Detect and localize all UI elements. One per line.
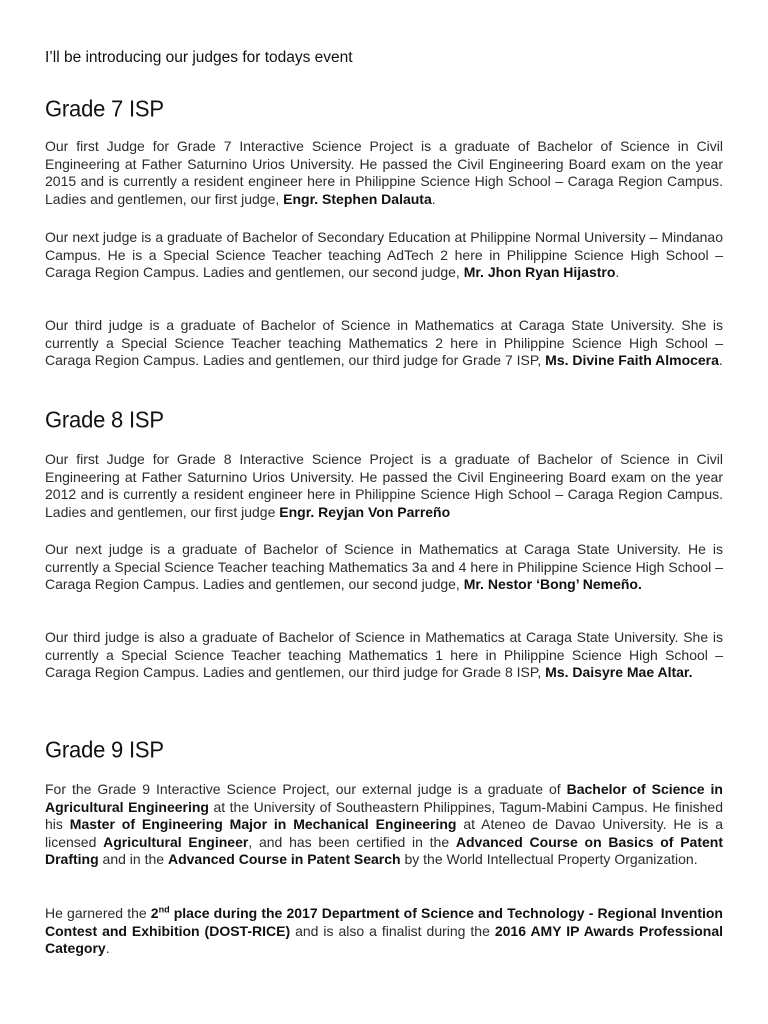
section-heading-grade-8: Grade 8 ISP (45, 406, 164, 433)
section-heading-grade-9: Grade 9 ISP (45, 736, 164, 763)
bold-run: place during the 2017 Department of Science and Technology - Regional Invention Contest and Exhibition (DOST-RICE) (45, 905, 723, 939)
paragraph-grade9-judge-profile (45, 781, 723, 869)
paragraph-grade7-judge2 (45, 229, 723, 282)
text-run: Our next judge is a graduate of Bachelor of Science in Mathematics at Caraga State University. He is currently a Special Science Teacher teaching Mathematics 3a and 4 here in Philippine Science High School – Caraga Region Campus. Ladies and gentlemen, our second judge, (45, 541, 723, 593)
paragraph-grade7-judge1 (45, 138, 723, 208)
text-run: and in the (98, 851, 168, 868)
paragraph-grade8-judge3 (45, 629, 723, 682)
section-heading-grade-7: Grade 7 ISP (45, 95, 164, 122)
text-run: . (105, 940, 110, 957)
bold-run: Advanced Course on Basics of Patent Drafting (45, 833, 724, 868)
bold-run: Ms. Daisyre Mae Altar. (545, 664, 693, 681)
text-run: , and has been certified in the (248, 833, 456, 850)
intro-line: I’ll be introducing our judges for todays event (45, 49, 353, 66)
text-run: . (431, 190, 436, 207)
text-run: He garnered the (45, 905, 151, 921)
text-run: by the World Intellectual Property Organization. (400, 851, 698, 868)
bold-run: Advanced Course in Patent Search (167, 851, 401, 868)
bold-run: Bachelor of Science in Agricultural Engineering (45, 781, 723, 815)
text-run: . (718, 352, 723, 369)
ordinal-suffix: nd (158, 904, 170, 915)
text-run: at the University of Southeastern Philippines, Tagum-Mabini Campus. He finished his (45, 798, 723, 833)
paragraph-grade8-judge1 (45, 451, 723, 521)
text-run: Our third judge is a graduate of Bachelor of Science in Mathematics at Caraga State University. She is currently a Special Science Teacher teaching Mathematics 2 here in Philippine Science High School – Caraga Region Campus. Ladies and gentlemen, our third judge for Grade 7 ISP, (45, 317, 723, 369)
bold-run: Ms. Divine Faith Almocera (545, 352, 719, 369)
text-run: and is also a finalist during the (290, 922, 495, 939)
text-run: Our first Judge for Grade 7 Interactive Science Project is a graduate of Bachelor of Science in Civil Engineering at Father Saturnino Urios University. He passed the Civil Engineering Board exam on the year 2015 and is currently a resident engineer here in Philippine Science High School – Caraga Region Campus. Ladies and gentlemen, our first judge, (45, 138, 723, 207)
bold-run: Engr. Stephen Dalauta (283, 190, 432, 207)
bold-run: 2016 AMY IP Awards Professional Category (45, 922, 724, 957)
text-run: For the Grade 9 Interactive Science Project, our external judge is a graduate of (45, 781, 567, 797)
text-run: Our first Judge for Grade 8 Interactive Science Project is a graduate of Bachelor of Science in Civil Engineering at Father Saturnino Urios University. He passed the Civil Engineering Board exam on the year 2012 and is currently a resident engineer here in Philippine Science High School – Caraga Region Campus. Ladies and gentlemen, our first judge (45, 451, 723, 520)
text-run: Our third judge is also a graduate of Bachelor of Science in Mathematics at Caraga State University. She is currently a Special Science Teacher teaching Mathematics 1 here in Philippine Science High School – Caraga Region Campus. Ladies and gentlemen, our third judge for Grade 8 ISP, (45, 629, 723, 681)
paragraph-grade8-judge2 (45, 541, 723, 594)
paragraph-grade7-judge3 (45, 317, 723, 370)
bold-run: 2 (150, 905, 159, 921)
bold-run: Engr. Reyjan Von Parreño (279, 503, 451, 520)
bold-run: Mr. Nestor ‘Bong’ Nemeño. (463, 576, 642, 593)
text-run: at Ateneo de Davao University. He is a licensed (45, 816, 723, 850)
bold-run: Mr. Jhon Ryan Hijastro (463, 264, 616, 281)
bold-run: Agricultural Engineer (103, 833, 249, 850)
text-run: . (615, 264, 620, 281)
paragraph-grade9-judge-awards (45, 905, 723, 958)
text-run: Our next judge is a graduate of Bachelor of Secondary Education at Philippine Normal University – Mindanao Campus. He is a Special Science Teacher teaching AdTech 2 here in Philippine Science High School – Caraga Region Campus. Ladies and gentlemen, our second judge, (45, 229, 723, 281)
bold-run: Master of Engineering Major in Mechanical Engineering (69, 816, 457, 833)
